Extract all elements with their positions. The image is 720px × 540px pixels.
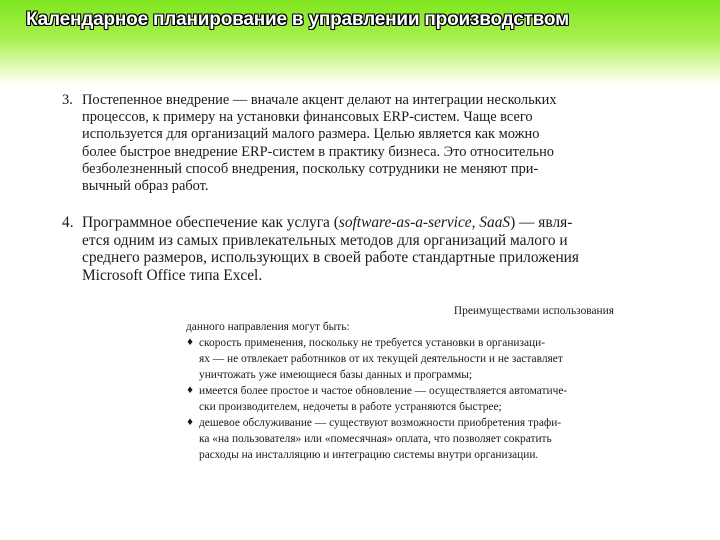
text-line: безболезненный способ внедрения, поскольку сотрудники не меняют при-: [82, 160, 539, 177]
diamond-bullet-icon: ♦: [186, 418, 195, 428]
item-number: 3.: [62, 92, 73, 108]
text-line: ях — не отвлекает работников от их текущей деятельности и не заставляет: [199, 353, 563, 365]
diamond-bullet-icon: ♦: [186, 338, 195, 348]
advantages-intro: Преимуществами использования: [453, 305, 614, 317]
text-line: среднего размеров, использующих в своей работе стандартные приложения: [82, 249, 579, 267]
text-line: расходы на инсталляцию и интеграцию системы внутри организации.: [199, 449, 539, 461]
item-text: [82, 214, 579, 284]
text-segment: ) — явля-: [510, 214, 573, 231]
bullet-item: [186, 415, 614, 463]
text-line: процессов, к примеру на установки финансовых ERP-систем. Чаще всего: [82, 109, 533, 126]
bullet-item: [186, 383, 614, 415]
text-segment: Программное обеспечение как услуга (: [82, 214, 339, 231]
item-number: 4.: [62, 214, 74, 231]
text-line: Постепенное внедрение — вначале акцент делают на интеграции нескольких: [82, 92, 557, 108]
text-line: дешевое обслуживание — существуют возможности приобретения трафи-: [199, 417, 562, 429]
item-text: [82, 92, 557, 195]
text-line: Microsoft Office типа Excel.: [82, 266, 263, 284]
text-line: ется одним из самых привлекательных методов для организаций малого и: [82, 231, 568, 249]
text-line: ски производителем, недочеты в работе устраняются быстрее;: [199, 401, 502, 413]
text-line: более быстрое внедрение ERP-систем в практику бизнеса. Это относительно: [82, 143, 554, 160]
text-line: ка «на пользователя» или «помесячная» оплата, что позволяет сократить: [199, 433, 552, 445]
text-line: [82, 214, 579, 232]
slide-title: Календарное планирование в управлении производством: [26, 9, 569, 30]
diamond-bullet-icon: ♦: [186, 386, 195, 396]
bullet-item: [186, 335, 614, 383]
text-line: скорость применения, поскольку не требуется установки в организаци-: [199, 337, 546, 349]
title-banner: [0, 0, 720, 86]
text-line: вычный образ работ.: [82, 178, 209, 195]
text-line: имеется более простое и частое обновление — осуществляется автоматиче-: [199, 385, 568, 397]
emphasized-term: software-as-a-service, SaaS: [338, 214, 511, 231]
advantages-intro: данного направления могут быть:: [186, 321, 350, 333]
text-line: используется для организаций малого размера. Целью является как можно: [82, 126, 540, 143]
advantages-section: [186, 303, 614, 463]
text-line: уничтожать уже имеющиеся базы данных и программы;: [199, 369, 473, 381]
